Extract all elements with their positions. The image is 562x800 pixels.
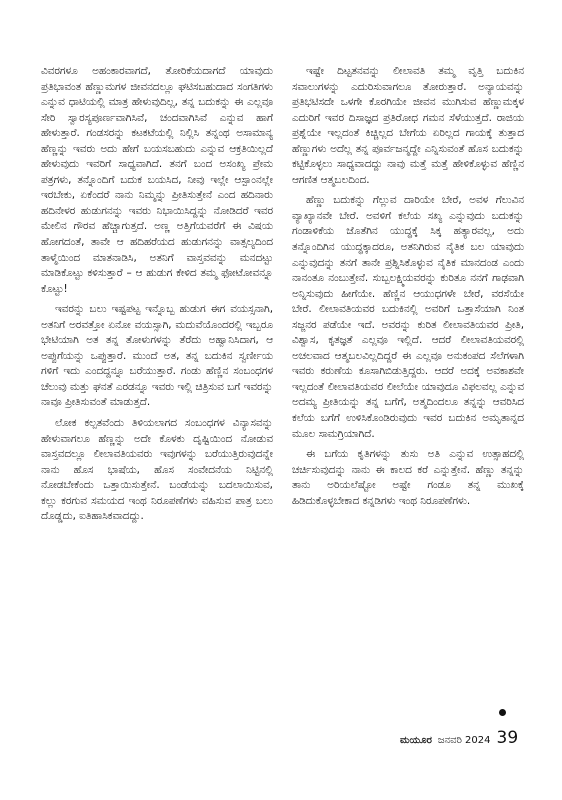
issue-month: ಜನವರಿ 2024 [437,735,491,746]
paragraph: ಈ ಬಗೆಯ ಕೃತಿಗಳನ್ನು ತುಸು ಅತಿ ಎನ್ನುವ ಉತ್ಸಾಹದಲ್ಲಿ ಚರ್ಚಿಸುವುದನ್ನು ನಾನು ಈ ಕಾಲದ ಕರೆ ಎನ್ನುತ್ತೇನೆ. ಹೆಣ್ಣು ತನ್ನನ್ನು ತಾನು ಅರಿಯಲೆಷ್ಟೋ ಅಷ್ಟೇ ಗಂಡೂ ತನ್ನ ಮುಖಕ್ಕೆ ಹಿಡಿದುಕೊಳ್ಳಬೇಕಾದ ಕನ್ನಡಿಗಳು ಇಂಥ ನಿರೂಪಣೆಗಳು. [292,448,524,507]
paragraph: ಇಷ್ಟೇ ದಿಟ್ಟತನವನ್ನು ಲೀಲಾವತಿ ತಮ್ಮ ವೃತ್ತಿ ಬದುಕಿನ ಸವಾಲುಗಳನ್ನು ಎದುರಿಸುವಾಗಲೂ ತೋರುತ್ತಾರೆ. ಅನ್ಯಾಯವನ್ನು ಪ್ರತಿಭಟಿಸದೇ ಒಳಗೇ ಕೊರಗಿಯೇ ಜೀವನ ಮುಗಿಸುವ ಹೆಣ್ಣುಮಕ್ಕಳ ಎದುರಿಗೆ ಇವರ ದಿಸಾಜ್ಞದ ಪ್ರತಿರೋಧ ಗಮನ ಸೆಳೆಯುತ್ತದೆ. ರಾಜಿಯ ಪ್ರಶ್ನೆಯೇ ಇಲ್ಲದಂತೆ ಕಿಚ್ಚಿಲ್ಲದ ಬೇಗೆಯ ಏರಿಲ್ಲದ ಗಾಯಕ್ಕೆ ತುತ್ತಾದ ಹೆಣ್ಣುಗಳು ಅದೆಲ್ಲ ತನ್ನ ಪೂರ್ವಜನ್ಮದ್ದೇ ಎನ್ನಿಸುವಂತೆ ಹೊಸ ಬದುಕನ್ನು ಕಟ್ಟಿಕೊಳ್ಳಲು ಸಾಧ್ಯವಾದದ್ದು ನಾವು ಮತ್ತೆ ಮತ್ತೆ ಹೇಳಿಕೊಳ್ಳುವ ಹೆಣ್ಣಿನ ಆಗಣಿತ ಆತ್ಮಬಲದಿಂದ. [292,65,524,186]
left-column [41,64,273,530]
paragraph: ಹೆಣ್ಣು ಬದುಕನ್ನು ಗೆಲ್ಲುವ ದಾರಿಯೇ ಬೇರೆ, ಅವಳ ಗೆಲುವಿನ ವ್ಯಾಖ್ಯಾನವೇ ಬೇರೆ. ಅವಳಿಗೆ ಕಲೆಯ ಸಖ್ಯ ಎನ್ನುವುದು ಬದುಕನ್ನು ಗಂಡಾಳಿಕೆಯ ಜೊತೆಗಿನ ಯುದ್ಧಕ್ಕೆ ಸಿಕ್ಕ ಹತ್ಯಾರವಲ್ಲ, ಅದು ತನ್ನೊಂದಿಗಿನ ಯುದ್ಧಕ್ಕಾದರೂ, ಅತನಿಗಿರುವ ನೈತಿಕ ಬಲ ಯಾವುದು ಎನ್ನುವುದನ್ನು ತನಗೆ ತಾನೇ ಪ್ರಶ್ನಿಸಿಕೊಳ್ಳುವ ನೈತಿಕ ಮಾನದಂಡ ಎಂದು ನಾನಂತೂ ನಂಬುತ್ತೇನೆ. ಸುಬ್ಬಲಕ್ಷ್ಮಿಯವರನ್ನು ಕುರಿತೂ ನನಗೆ ಗಾಢವಾಗಿ ಅನ್ನಿಸುವುದು ಹೀಗೆಯೇ. ಹೆಣ್ಣಿನ ಆಯುಧಗಳೇ ಬೇರೆ, ವರಸೆಯೇ ಬೇರೆ. ಲೀಲಾವತಿಯವರ ಬದುಕಿನಲ್ಲಿ ಅವರಿಗೆ ಒತ್ತಾಸೆಯಾಗಿ ನಿಂತ ಸಜ್ಜನರ ಪಡೆಯೇ ಇದೆ. ಅವರನ್ನು ಕುರಿತ ಲೀಲಾವತಿಯವರ ಪ್ರೀತಿ, ವಿಶ್ವಾಸ, ಕೃತಜ್ಞತೆ ಎಲ್ಲವೂ ಇಲ್ಲಿದೆ. ಆದರೆ ಲೀಲಾವತಿಯವರಲ್ಲಿ ಅಚಲವಾದ ಆತ್ಮಬಲವಿಲ್ಲದಿದ್ದರೆ ಈ ಎಲ್ಲವೂ ಅನುಕಂಪದ ಸೆಲೆಗಳಾಗಿ ಇವರು ಕರುಣೆಯ ಕೂಸಾಗಿಬಿಡುತ್ತಿದ್ದರು. ಆದರೆ ಅದಕ್ಕೆ ಅವಕಾಶವೇ ಇಲ್ಲದಂತೆ ಲೀಲಾವತಿಯವರ ಲೀಲೆಯೇ ಯಾವುದೂ ವಿಫಲವಲ್ಲ ಎನ್ನುವ ಅದಮ್ಯ ಪ್ರೀತಿಯನ್ನು ತನ್ನ ಬಗೆಗೆ, ಅತ್ಮದಿಂದಲೂ ತನ್ನನ್ನು ಆವರಿಸಿದ ಕಲೆಯ ಬಗೆಗೆ ಉಳಿಸಿಕೊಂಡಿರುವುದು ಇವರ ಬದುಕಿನ ಅಮೃತಾನ್ನದ ಮೂಲ ಸಾಮಗ್ರಿಯಾಗಿದೆ. [292,194,524,440]
paragraph: ಇವರನ್ನು ಬಲು ಇಷ್ಟಪಟ್ಟ ಇನ್ನೊಬ್ಬ ಹುಡುಗ ಈಗ ವಯಸ್ಸನಾಗಿ, ಅತನಿಗೆ ಅರವತ್ತೋ ಏನೋ ವಯಸ್ಸಾಗಿ, ಮದುವೆಯೊಂದರಲ್ಲಿ ಇಬ್ಬರೂ ಭೇಟಿಯಾಗಿ ಅತ ತನ್ನ ತೋಳುಗಳನ್ನು ತೆರೆದು ಅಹ್ವಾನಿಸಿದಾಗ, ಆ ಅಪ್ಪುಗೆಯನ್ನು ಒಪ್ಪುತ್ತಾರೆ. ಮುಂದೆ ಅತ, ತನ್ನ ಬದುಕಿನ ಸ್ವರ್ಣೀಯ ಗಳಿಗೆ ಇದು ಎಂದದ್ದನ್ನೂ ಬರೆಯುತ್ತಾರೆ. ಗಂಡು ಹೆಣ್ಣಿನ ಸಂಬಂಧಗಳ ಚೆಲುವು ಮತ್ತು ಘನತೆ ಎರಡನ್ನೂ ಇವರು ಇಲ್ಲಿ ಚಿತ್ರಿಸುವ ಬಗೆ ಇವರನ್ನು ನಾವೂ ಪ್ರೀತಿಸುವಂತೆ ಮಾಡುತ್ತದೆ. [41,303,273,409]
right-column [292,64,524,514]
paragraph: ವಿವರಗಳೂ ಅಹಂಕಾರವಾಗದೆ, ತೋರಿಕೆಯದಾಗದೆ ಯಾವುದು ಪ್ರತಿಭಾವಂತ ಹೆಣ್ಣುಮಗಳ ಜೀವನದಲ್ಲೂ ಘಟಿಸಬಹುದಾದ ಸಂಗತಿಗಳು ಎನ್ನುವ ಧಾಟಿಯಲ್ಲಿ ಮಾತ್ರ ಹೇಳುವುದಿಲ್ಲ, ತನ್ನ ಬದುಕನ್ನು ಈ ಎಲ್ಲವೂ ಸೇರಿ ಸ್ವಾರಸ್ಯಪೂರ್ಣವಾಗಿಸಿವೆ, ಚಂದವಾಗಿಸಿವೆ ಎನ್ನುವ ಹಾಗೆ ಹೇಳುತ್ತಾರೆ. ಗಂಡಸರನ್ನು ಕಟಕಟೆಯಲ್ಲಿ ನಿಲ್ಲಿಸಿ ತನ್ನಂಥ ಅಸಾಮಾನ್ಯ ಹೆಣ್ಣನ್ನು ಇವರು ಅದು ಹೇಗೆ ಬಯಸಬಹುದು ಎನ್ನುವ ಆಕ್ರತಿಯಿಲ್ಲದೆ ಹೇಳುವುದು ಇವರಿಗೆ ಸಾಧ್ಯವಾಗಿದೆ. ತನಗೆ ಬಂದ ಅಸಂಖ್ಯ ಪ್ರೇಮ ಪತ್ರಗಳು, ತನ್ನೊಂದಿಗೆ ಬದುಕ ಬಯಸಿದ, ನೀವು ಇಲ್ಲೇ ಆಸ್ಪಾಂನಲ್ಲೇ ಇರಬೇಕು, ಏಕೆಂದರೆ ನಾನು ನಿಮ್ಮನ್ನು ಪ್ರೀತಿಸುತ್ತೇನೆ ಎಂದ ಹದಿನಾರು ಹದಿನೇಳರ ಹುಡುಗನನ್ನು ಇವರು ನಿಭಾಯಿಸಿದ್ದನ್ನು ನೋಡಿದರೆ ಇವರ ಮೇಲಿನ ಗೌರವ ಹೆಚ್ಚಾಗುತ್ತದೆ. ಅಣ್ಣ ಅತ್ತಿಗೆಯವರೆಗೆ ಈ ವಿಷಯ ಹೋಗದಂತೆ, ತಾವೇ ಆ ಹದಿಹರೆಯದ ಹುಡುಗನನ್ನು ವಾತ್ಸಲ್ಯದಿಂದ ತಾಳ್ಮೆಯಿಂದ ಮಾತನಾಡಿಸಿ, ಅತನಿಗೆ ವಾಸ್ತವವನ್ನು ಮನದಟ್ಟು ಮಾಡಿಕೊಟ್ಟು ಕಳಿಸುತ್ತಾರೆ – ಆ ಹುಡುಗ ಕೇಳಿದ ತಮ್ಮ ಫೋಟೋವನ್ನೂ ಕೊಟ್ಟು! [41,65,273,295]
magazine-name: ಮಯೂರ [400,735,432,746]
paragraph: ಲೋಕ ಕಲ್ಪತವೆಂದು ತಿಳಿಯಲಾಗದ ಸಂಬಂಧಗಳ ವಿನ್ಯಾಸವನ್ನು ಹೇಳುವಾಗಲೂ ಹೆಣ್ಣನ್ನು ಅದೇ ಕೊಳಕು ದೃಷ್ಟಿಯಿಂದ ನೋಡುವ ವಾಸ್ತವದಲ್ಲೂ ಲೀಲಾವತಿಯವರು ಇವುಗಳನ್ನು ಬರೆಯುತ್ತಿರುವುದನ್ನೇ ನಾನು ಹೊಸ ಭಾಷೆಯ, ಹೊಸ ಸಂವೇದನೆಯ ನಿಟ್ಟಿನಲ್ಲಿ ನೋಡಬೇಕೆಂದು ಒತ್ತಾಯಿಸುತ್ತೇನೆ. ಬಂಡೆಯನ್ನು ಬದಲಾಯಿಸುವ, ಕಲ್ಲು ಕರಗುವ ಸಮಯದ ಇಂಥ ನಿರೂಪಣೆಗಳು ವಹಿಸುವ ಪಾತ್ರ ಬಲು ದೊಡ್ಡದು, ಐತಿಹಾಸಿಕವಾದದ್ದು. [41,417,273,523]
end-of-article-bullet-icon [499,709,506,716]
page-footer [400,728,518,752]
page-number: 39 [496,728,519,748]
